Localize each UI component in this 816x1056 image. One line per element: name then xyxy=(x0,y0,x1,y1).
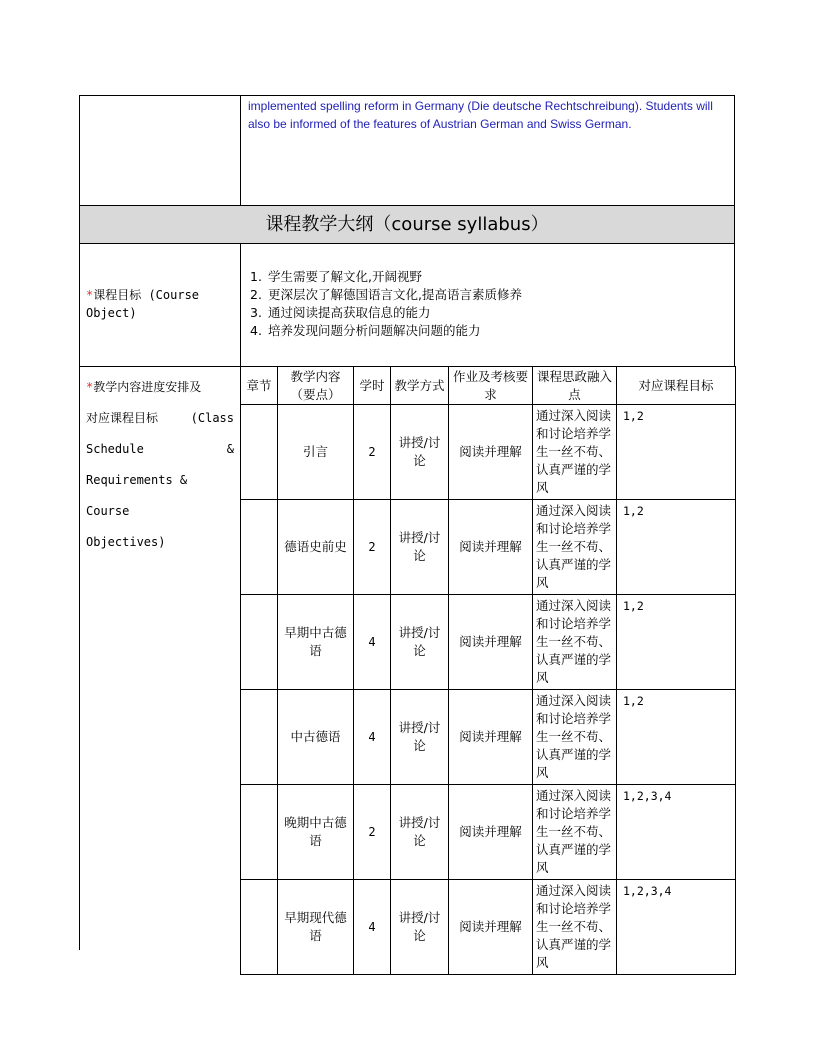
syllabus-title: 课程教学大纲（course syllabus） xyxy=(80,206,734,243)
table-row: 中古德语 4 讲授/讨论 阅读并理解 通过深入阅读和讨论培养学生一丝不苟、认真严谨的学风 1,2 xyxy=(241,690,736,785)
header-hours: 学时 xyxy=(354,367,391,405)
goal-item: 1. 学生需要了解文化,开阔视野 xyxy=(250,269,422,284)
table-row: 晚期中古德语 2 讲授/讨论 阅读并理解 通过深入阅读和讨论培养学生一丝不苟、认真严谨的学风 1,2,3,4 xyxy=(241,785,736,880)
header-homework: 作业及考核要求 xyxy=(449,367,533,405)
required-star: * xyxy=(86,380,94,394)
header-method: 教学方式 xyxy=(391,367,449,405)
header-objectives: 对应课程目标 xyxy=(617,367,736,405)
intro-text: implemented spelling reform in Germany (Die deutsche Rechtschreibung). Students will also be informed of the features of Austrian German and Swiss German. xyxy=(248,99,713,131)
row-divider-2 xyxy=(79,243,735,244)
course-goals-list xyxy=(250,268,730,340)
outer-divider-col1 xyxy=(240,95,241,206)
header-content: 教学内容（要点） xyxy=(278,367,354,405)
table-header-row xyxy=(241,367,736,405)
table-row: 德语史前史 2 讲授/讨论 阅读并理解 通过深入阅读和讨论培养学生一丝不苟、认真严谨的学风 1,2 xyxy=(241,500,736,595)
course-object-label-text: 课程目标 (Course Object) xyxy=(86,288,200,320)
course-object-label xyxy=(86,286,236,322)
schedule-table xyxy=(240,366,736,975)
header-ideology: 课程思政融入点 xyxy=(533,367,617,405)
table-row: 早期现代德语 4 讲授/讨论 阅读并理解 通过深入阅读和讨论培养学生一丝不苟、认真严谨的学风 1,2,3,4 xyxy=(241,880,736,975)
table-row: 引言 2 讲授/讨论 阅读并理解 通过深入阅读和讨论培养学生一丝不苟、认真严谨的学风 1,2 xyxy=(241,405,736,500)
table-row: 早期中古德语 4 讲授/讨论 阅读并理解 通过深入阅读和讨论培养学生一丝不苟、认真严谨的学风 1,2 xyxy=(241,595,736,690)
goal-item: 3. 通过阅读提高获取信息的能力 xyxy=(250,305,431,320)
outer-top-border xyxy=(79,95,735,96)
required-star: * xyxy=(86,288,94,302)
header-chapter: 章节 xyxy=(241,367,278,405)
goal-item: 2. 更深层次了解德国语言文化,提高语言素质修养 xyxy=(250,287,522,302)
outer-right-border xyxy=(734,95,735,366)
outer-divider-col2 xyxy=(240,243,241,367)
schedule-label: *教学内容进度安排及 对应课程目标 (Class Schedule & Requirements & Course Objectives) xyxy=(86,380,234,549)
goal-item: 4. 培养发现问题分析问题解决问题的能力 xyxy=(250,323,481,338)
